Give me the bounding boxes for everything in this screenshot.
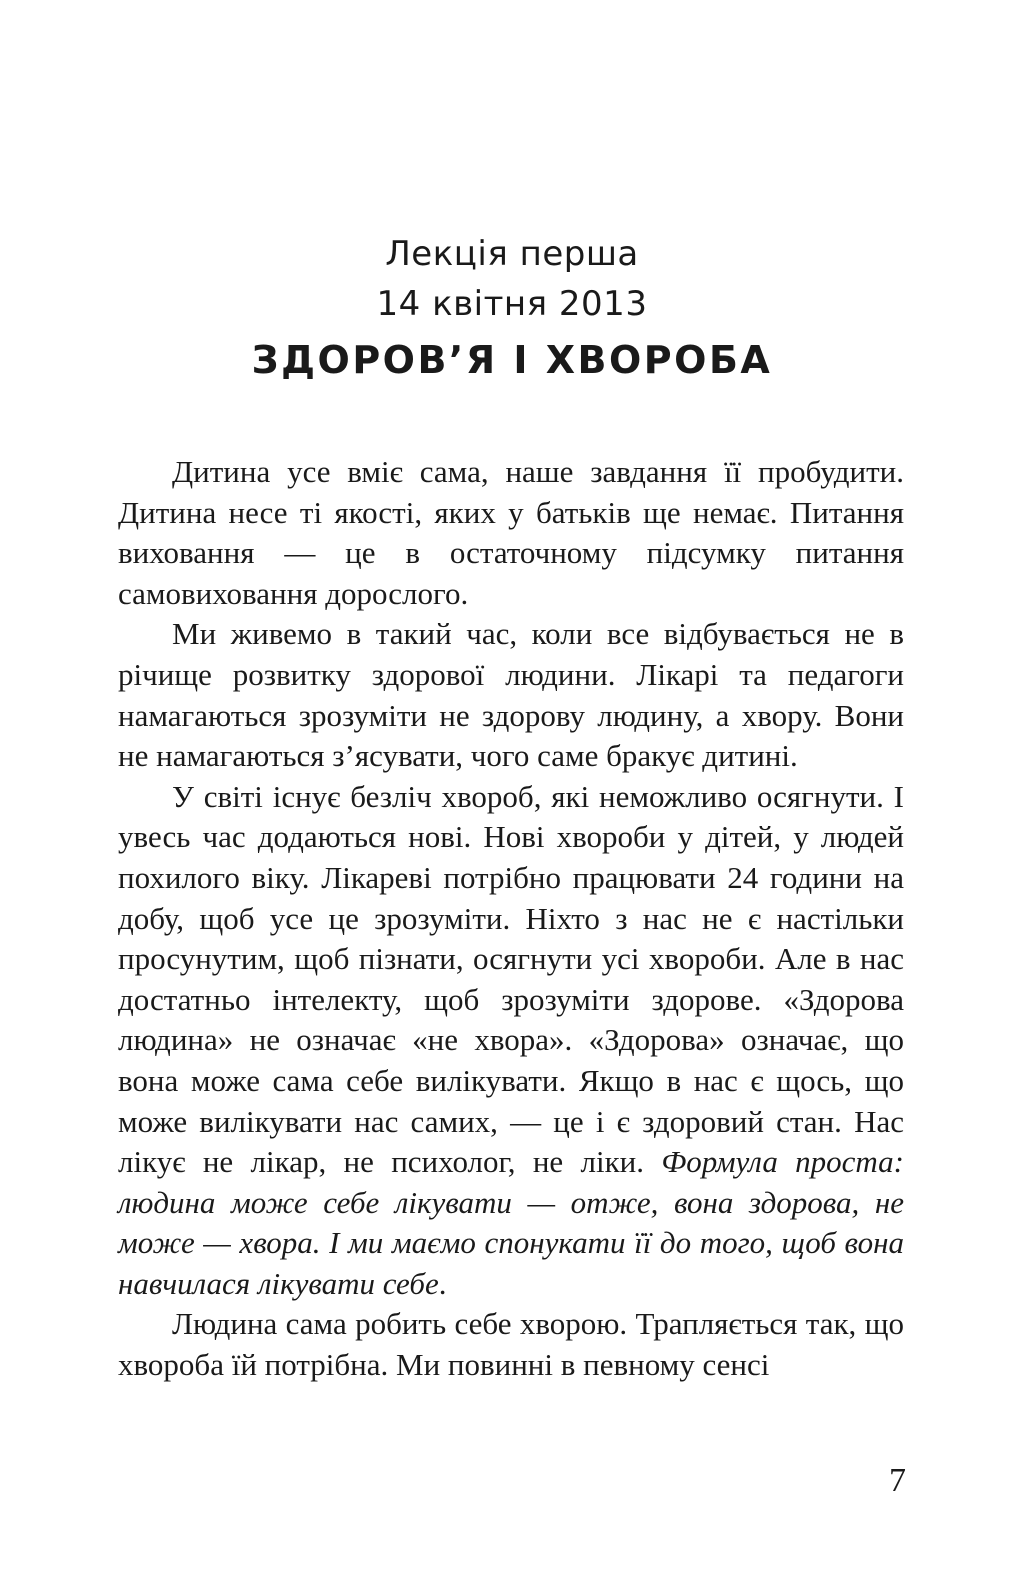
paragraph [118,614,904,776]
paragraph-text: Дитина усе вміє сама, наше завдання її пробудити. Дитина несе ті якості, яких у батьків ще немає. Питання виховання — це в остаточному підсумку питання самовиховання дорослого. [118,454,904,611]
paragraph [118,452,904,614]
paragraph [118,1304,904,1385]
paragraph-text: Ми живемо в такий час, коли все відбувається не в річище розвитку здорової людини. Лікарі та педагоги намагаються зрозуміти не здорову людину, а хвору. Вони не намагаються з’ясувати, чого саме бракує дитині. [118,616,904,774]
italic-formula: Формула проста: людина може себе лікувати — отже, вона здорова, не може — хвора. І ми маємо спонукати її до того, щоб вона навчилася лікувати себе [118,1144,904,1301]
body-text [118,452,904,1386]
lecture-date: 14 квітня 2013 [376,284,648,324]
paragraph [118,777,904,1305]
paragraph-text: Людина сама робить себе хворою. Трапляється так, що хвороба їй потрібна. Ми повинні в певному сенсі [118,1306,904,1383]
page-number: 7 [889,1462,906,1499]
lecture-label: Лекція перша [385,234,639,274]
paragraph-tail: . [438,1265,447,1301]
chapter-title: ЗДОРОВ’Я І ХВОРОБА [251,338,773,382]
paragraph-text: У світі існує безліч хвороб, які неможливо осягнути. І увесь час додаються нові. Нові хвороби у дітей, у людей похилого віку. Лікареві потрібно працювати 24 години на добу, щоб усе це зрозуміти. Ніхто з нас не є настільки просунутим, щоб пізнати, осягнути усі хвороби. Але в нас достатньо інтелекту, щоб зрозуміти здорове. «Здорова людина» не означає «не хвора». «Здорова» означає, що вона може сама себе вилікувати. Якщо в нас є щось, що може вилікувати нас самих, — це і є здоровий стан. Нас лікує не лікар, не психолог, не ліки. [118,778,904,1180]
